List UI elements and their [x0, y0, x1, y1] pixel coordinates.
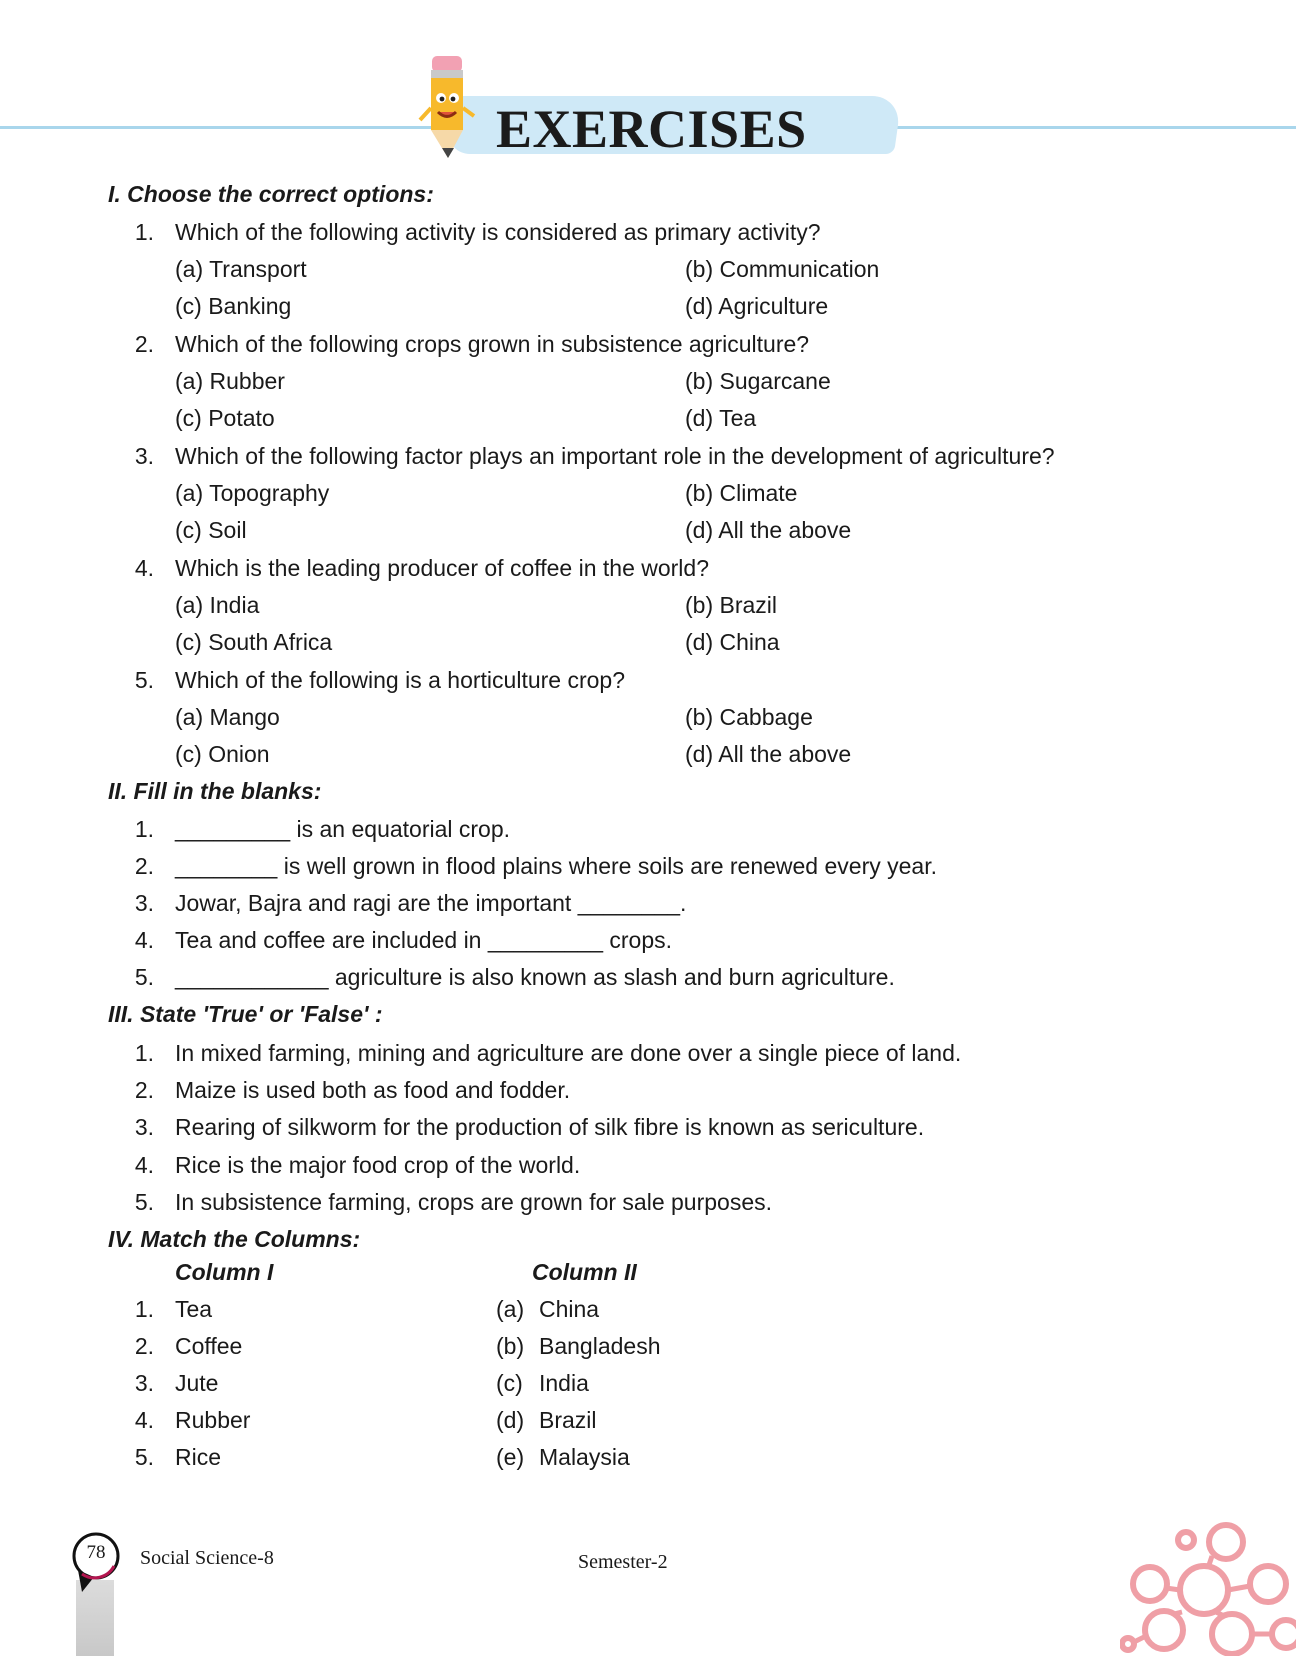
- statement-text: In subsistence farming, crops are grown for sale purposes.: [175, 1189, 773, 1215]
- column-2-item: Brazil: [539, 1407, 597, 1433]
- column-1-item: Rubber: [175, 1407, 251, 1433]
- option-d: (d) Agriculture: [685, 293, 829, 319]
- option-d: (d) All the above: [685, 741, 852, 767]
- blank-item-text: ________ is well grown in flood plains where soils are renewed every year.: [175, 853, 937, 879]
- footer-book-title: Social Science-8: [140, 1547, 274, 1569]
- section-heading: III. State 'True' or 'False' :: [108, 1001, 383, 1027]
- column-1-item: Jute: [175, 1370, 219, 1396]
- item-number: 1.: [134, 816, 154, 842]
- blank-item-text: Jowar, Bajra and ragi are the important ________.: [175, 890, 687, 916]
- statement-text: Rearing of silkworm for the production of silk fibre is known as sericulture.: [175, 1114, 925, 1140]
- option-c: (c) Soil: [175, 517, 247, 543]
- row-number: 1.: [134, 1296, 154, 1322]
- option-c: (c) Banking: [175, 293, 292, 319]
- item-number: 1.: [134, 1040, 154, 1066]
- column-1-item: Tea: [175, 1296, 213, 1322]
- page-title: EXERCISES: [496, 99, 807, 159]
- option-c: (c) Onion: [175, 741, 270, 767]
- question-number: 5.: [134, 667, 154, 693]
- option-d: (d) Tea: [685, 405, 757, 431]
- item-number: 3.: [134, 890, 154, 916]
- option-d: (d) China: [685, 629, 780, 655]
- column-2-letter: (b): [496, 1333, 525, 1359]
- question-number: 4.: [134, 555, 154, 581]
- statement-text: Maize is used both as food and fodder.: [175, 1077, 571, 1103]
- item-number: 2.: [134, 1077, 154, 1103]
- question-number: 2.: [134, 331, 154, 357]
- blank-item-text: ____________ agriculture is also known as slash and burn agriculture.: [175, 964, 895, 990]
- option-a: (a) Mango: [175, 704, 280, 730]
- column-2-letter: (a): [496, 1296, 525, 1322]
- blank-item-text: _________ is an equatorial crop.: [175, 816, 511, 842]
- item-number: 3.: [134, 1114, 154, 1140]
- question-text: Which of the following is a horticulture crop?: [175, 667, 625, 693]
- blank-item-text: Tea and coffee are included in _________ crops.: [175, 927, 673, 953]
- page-number: 78: [86, 1542, 106, 1563]
- column-2-item: India: [539, 1370, 589, 1396]
- item-number: 2.: [134, 853, 154, 879]
- statement-text: In mixed farming, mining and agriculture are done over a single piece of land.: [175, 1040, 962, 1066]
- option-b: (b) Brazil: [685, 592, 778, 618]
- section-heading: I. Choose the correct options:: [108, 181, 434, 207]
- column-1-item: Coffee: [175, 1333, 243, 1359]
- option-a: (a) India: [175, 592, 260, 618]
- row-number: 3.: [134, 1370, 154, 1396]
- item-number: 5.: [134, 1189, 154, 1215]
- option-b: (b) Cabbage: [685, 704, 813, 730]
- option-c: (c) South Africa: [175, 629, 333, 655]
- option-a: (a) Topography: [175, 480, 330, 506]
- question-number: 1.: [134, 219, 154, 245]
- option-a: (a) Rubber: [175, 368, 285, 394]
- column-2-item: Malaysia: [539, 1444, 630, 1470]
- decorative-circles-icon: [1120, 1516, 1296, 1656]
- statement-text: Rice is the major food crop of the world.: [175, 1152, 581, 1178]
- section-heading: IV. Match the Columns:: [108, 1226, 361, 1252]
- option-b: (b) Communication: [685, 256, 880, 282]
- option-a: (a) Transport: [175, 256, 307, 282]
- row-number: 4.: [134, 1407, 154, 1433]
- item-number: 5.: [134, 964, 154, 990]
- item-number: 4.: [134, 927, 154, 953]
- question-text: Which of the following activity is considered as primary activity?: [175, 219, 821, 245]
- column-1-item: Rice: [175, 1444, 222, 1470]
- column-2-header: Column II: [532, 1259, 637, 1285]
- row-number: 5.: [134, 1444, 154, 1470]
- option-b: (b) Climate: [685, 480, 798, 506]
- column-1-header: Column I: [175, 1259, 274, 1285]
- column-2-item: Bangladesh: [539, 1333, 661, 1359]
- section-heading: II. Fill in the blanks:: [108, 778, 322, 804]
- option-d: (d) All the above: [685, 517, 852, 543]
- column-2-item: China: [539, 1296, 600, 1322]
- question-text: Which of the following crops grown in subsistence agriculture?: [175, 331, 810, 357]
- footer-semester: Semester-2: [578, 1551, 668, 1573]
- row-number: 2.: [134, 1333, 154, 1359]
- question-number: 3.: [134, 443, 154, 469]
- option-c: (c) Potato: [175, 405, 275, 431]
- column-2-letter: (d): [496, 1407, 525, 1433]
- item-number: 4.: [134, 1152, 154, 1178]
- question-text: Which is the leading producer of coffee in the world?: [175, 555, 709, 581]
- column-2-letter: (c): [496, 1370, 523, 1396]
- pencil-mascot-icon: [418, 54, 476, 160]
- option-b: (b) Sugarcane: [685, 368, 831, 394]
- question-text: Which of the following factor plays an important role in the development of agriculture?: [175, 443, 1055, 469]
- column-2-letter: (e): [496, 1444, 525, 1470]
